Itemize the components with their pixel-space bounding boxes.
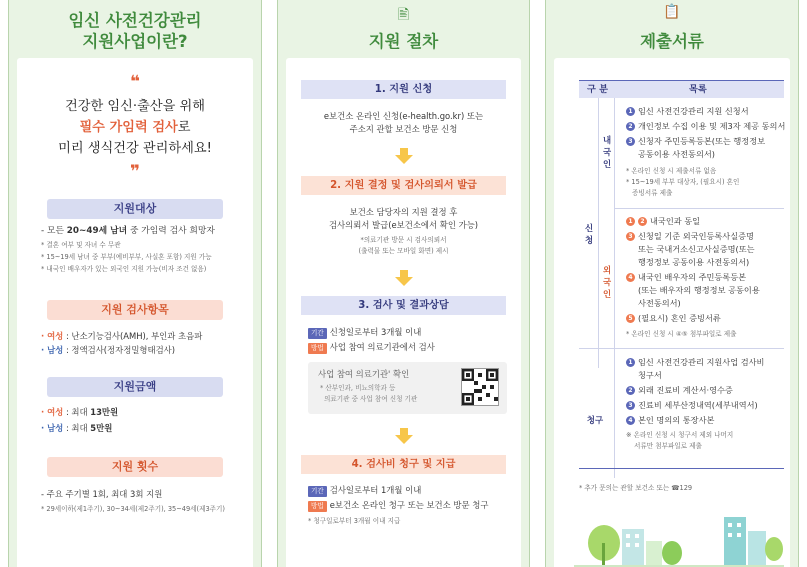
target-line-bold: 20~49세 남녀: [66, 226, 128, 236]
foreign-item-3-text: 신청일 기준 외국인등록사실증명: [638, 231, 754, 241]
row-divider: [579, 348, 784, 349]
claim-label: 청구: [586, 415, 604, 425]
step4-method: [308, 499, 511, 512]
step1-title: 1. 지원 신청: [301, 80, 506, 99]
exams-female: [41, 330, 247, 342]
step2-title: 2. 지원 결정 및 검사의뢰서 발급: [301, 176, 506, 195]
qr-code-icon[interactable]: [461, 368, 499, 406]
method-tag: 방법: [308, 343, 327, 354]
foreign-item-1-text: 내국인과 동일: [650, 216, 701, 226]
domestic-note-2: * 15~19세 부부 대상자, (필요시) 혼인: [626, 178, 740, 186]
documents-card: [554, 58, 790, 567]
number-badge: 3: [626, 232, 635, 241]
city-illustration-icon: [574, 503, 784, 567]
claim-item-1-cont: 청구서: [638, 370, 662, 380]
step2-note1: *의료기관 방문 시 검사의뢰서: [360, 236, 447, 244]
foreign-item-4-cont1: (또는 배우자의 행정정보 공동이용: [638, 285, 760, 295]
step1-line2: 주소지 관할 보건소 방문 신청: [349, 124, 458, 134]
exams-female-text: : 난소기능검사(AMH), 부인과 초음파: [63, 331, 203, 341]
step4-title: 4. 검사비 청구 및 지급: [301, 455, 506, 474]
number-badge: 2: [626, 122, 635, 131]
documents-panel: [545, 0, 799, 567]
exams-male-text: : 정액검사(정자정밀형태검사): [63, 345, 176, 355]
target-note-2: * 15~19세 남녀 중 부부(예비부부, 사실혼 포함) 지원 가능: [41, 253, 212, 261]
number-badge: 1: [626, 358, 635, 367]
column-divider: [614, 98, 615, 478]
contact-note: * 추가 문의는 관할 보건소 또는 ☎129: [579, 484, 693, 492]
claim-note-2: 서류만 첨부파일로 제출: [634, 442, 702, 450]
exams-heading: 지원 검사항목: [47, 300, 223, 320]
institution-check-box: [308, 362, 507, 414]
col-list: 목록: [689, 84, 707, 95]
quote-close-icon: ❞: [130, 162, 140, 182]
amount-male-label: · 남성: [41, 423, 64, 433]
foreign-item-5: [626, 312, 784, 324]
foreign-item-3-cont2: 행정정보 공동이용 사전동의서): [638, 257, 750, 267]
number-badge: 5: [626, 314, 635, 323]
domestic-item-3-text: 신청자 주민등록등본(또는 행정정보: [638, 136, 766, 146]
target-line-pre: - 모든: [41, 226, 67, 236]
intro-title-line2: 지원사업이란?: [82, 32, 188, 51]
step3-method: [308, 341, 511, 354]
target-note-1: * 결혼 여부 및 자녀 수 무관: [41, 241, 121, 249]
institution-check-note2: 의료기관 중 사업 참여 신청 기관: [324, 395, 418, 403]
foreign-item-4-text: 내국인 배우자의 주민등록등본: [638, 272, 747, 282]
exams-male-label: · 남성: [41, 345, 64, 355]
count-note: * 29세이하(제1주기), 30~34세(제2주기), 35~49세(제3주기): [41, 505, 225, 513]
arrow-down-icon: [395, 148, 413, 164]
foreign-note: * 온라인 신청 시 ④⑤ 첨부파일로 제출: [626, 330, 737, 338]
intro-title-line1: 임신 사전건강관리: [68, 11, 202, 30]
document-icon: 🖹: [397, 7, 410, 23]
amount-female-label: · 여성: [41, 407, 64, 417]
row-divider: [614, 208, 784, 209]
table-header: [579, 80, 784, 98]
step3-method-text: 사업 참여 의료기관에서 검사: [329, 342, 435, 352]
institution-check-title: 사업 참여 의료기관' 확인: [318, 369, 410, 379]
exams-male: [41, 344, 247, 356]
qr-pattern: [462, 369, 498, 405]
number-badge: 4: [626, 273, 635, 282]
domestic-item-3-cont: 공동이용 사전동의서): [638, 149, 715, 159]
foreign-item-3: [626, 230, 784, 242]
number-badge: 3: [626, 137, 635, 146]
step3-period: [308, 326, 511, 339]
claim-item-4-text: 본인 명의의 통장사본: [638, 415, 715, 425]
foreign-item-5-text: (필요시) 혼인 증빙서류: [638, 313, 721, 323]
intro-panel: [8, 0, 262, 567]
domestic-item-2-text: 개인정보 수집 이용 및 제3자 제공 동의서: [638, 121, 786, 131]
target-line-post: 중 가임력 검사 희망자: [127, 226, 215, 236]
procedure-title: 지원 절차: [368, 32, 439, 51]
domestic-note-3: 증빙서류 제출: [632, 189, 673, 197]
step4-period-text: 검사일로부터 1개월 이내: [329, 485, 422, 495]
col-category: 구 분: [587, 84, 608, 95]
exams-female-label: · 여성: [41, 331, 64, 341]
domestic-item-1-text: 임신 사전건강관리 지원 신청서: [638, 106, 749, 116]
amount-male: [41, 422, 247, 434]
institution-check-note1: * 산부인과, 비뇨의학과 등: [320, 384, 396, 392]
claim-item-3: [626, 399, 784, 411]
foreign-item-3-cont1: 또는 국내거소신고사실증명(또는: [638, 244, 755, 254]
arrow-down-icon: [395, 428, 413, 444]
hero-line2: [17, 117, 253, 138]
documents-title: 제출서류: [640, 32, 704, 51]
intro-card: [17, 58, 253, 567]
foreign-item-4-cont2: 사전동의서): [638, 298, 681, 308]
column-divider: [598, 98, 599, 368]
hero-line1: 건강한 임신·출산을 위해: [65, 99, 205, 114]
number-badge: 2: [638, 217, 647, 226]
amount-female-pre: : 최대: [63, 407, 91, 417]
claim-item-4: [626, 414, 784, 426]
amount-female: [41, 406, 247, 418]
method-tag: 방법: [308, 501, 327, 512]
step2-line1: 보건소 담당자의 지원 결정 후: [349, 207, 458, 217]
clipboard-icon: 📋: [663, 4, 681, 20]
hero-highlight: 필수 가임력 검사: [79, 120, 178, 135]
table-bottom-border: [579, 468, 784, 469]
procedure-card: [286, 58, 521, 567]
domestic-item-1: [626, 105, 784, 117]
amount-female-value: 13만원: [90, 407, 119, 417]
amount-heading: 지원금액: [47, 377, 223, 397]
hero-line3: 미리 생식건강 관리하세요!: [58, 141, 212, 156]
count-heading: 지원 횟수: [47, 457, 223, 477]
foreign-item-1: [626, 215, 784, 227]
claim-item-2-text: 외래 진료비 계산서·영수증: [638, 385, 733, 395]
amount-male-value: 5만원: [90, 423, 113, 433]
count-line: - 주요 주기별 1회, 최대 3회 지원: [41, 489, 163, 499]
claim-item-2: [626, 384, 784, 396]
period-tag: 기간: [308, 486, 327, 497]
domestic-label: 내국인: [602, 135, 612, 169]
step4-method-text: e보건소 온라인 청구 또는 보건소 방문 청구: [329, 500, 489, 510]
quote-open-icon: ❝: [130, 72, 140, 92]
apply-label: 신청: [584, 223, 594, 245]
target-line: [41, 225, 247, 237]
number-badge: 2: [626, 386, 635, 395]
domestic-item-3: [626, 135, 784, 147]
step4-period: [308, 484, 511, 497]
claim-note-1: ※ 온라인 신청 시 청구서 제외 나머지: [626, 431, 734, 439]
claim-item-1-text: 임신 사전건강관리 지원사업 검사비: [638, 357, 765, 367]
procedure-panel: [277, 0, 530, 567]
target-note-3: * 내국인 배우자가 있는 외국인 지원 가능(비자 조건 없음): [41, 265, 207, 273]
number-badge: 1: [626, 217, 635, 226]
domestic-item-2: [626, 120, 784, 132]
foreign-label: 외국인: [602, 265, 612, 299]
hero-line2-rest: 로: [177, 120, 191, 135]
claim-item-1: [626, 356, 784, 368]
foreign-item-4: [626, 271, 784, 283]
arrow-down-icon: [395, 270, 413, 286]
number-badge: 3: [626, 401, 635, 410]
amount-male-pre: : 최대: [63, 423, 91, 433]
number-badge: 4: [626, 416, 635, 425]
period-tag: 기간: [308, 328, 327, 339]
step1-line1: e보건소 온라인 신청(e-health.go.kr) 또는: [323, 111, 484, 121]
domestic-note-1: * 온라인 신청 시 제출서류 없음: [626, 167, 717, 175]
claim-item-3-text: 진료비 세부산정내역(세부내역서): [638, 400, 758, 410]
step4-note: * 청구일로부터 3개월 이내 지급: [308, 517, 401, 525]
step3-title: 3. 검사 및 결과상담: [301, 296, 506, 315]
step2-line2: 검사의뢰서 발급(e보건소에서 확인 가능): [328, 220, 479, 230]
number-badge: 1: [626, 107, 635, 116]
step3-period-text: 신청일로부터 3개월 이내: [329, 327, 422, 337]
step2-note2: (출력물 또는 모바일 화면) 제시: [358, 247, 449, 255]
target-heading: 지원대상: [47, 199, 223, 219]
